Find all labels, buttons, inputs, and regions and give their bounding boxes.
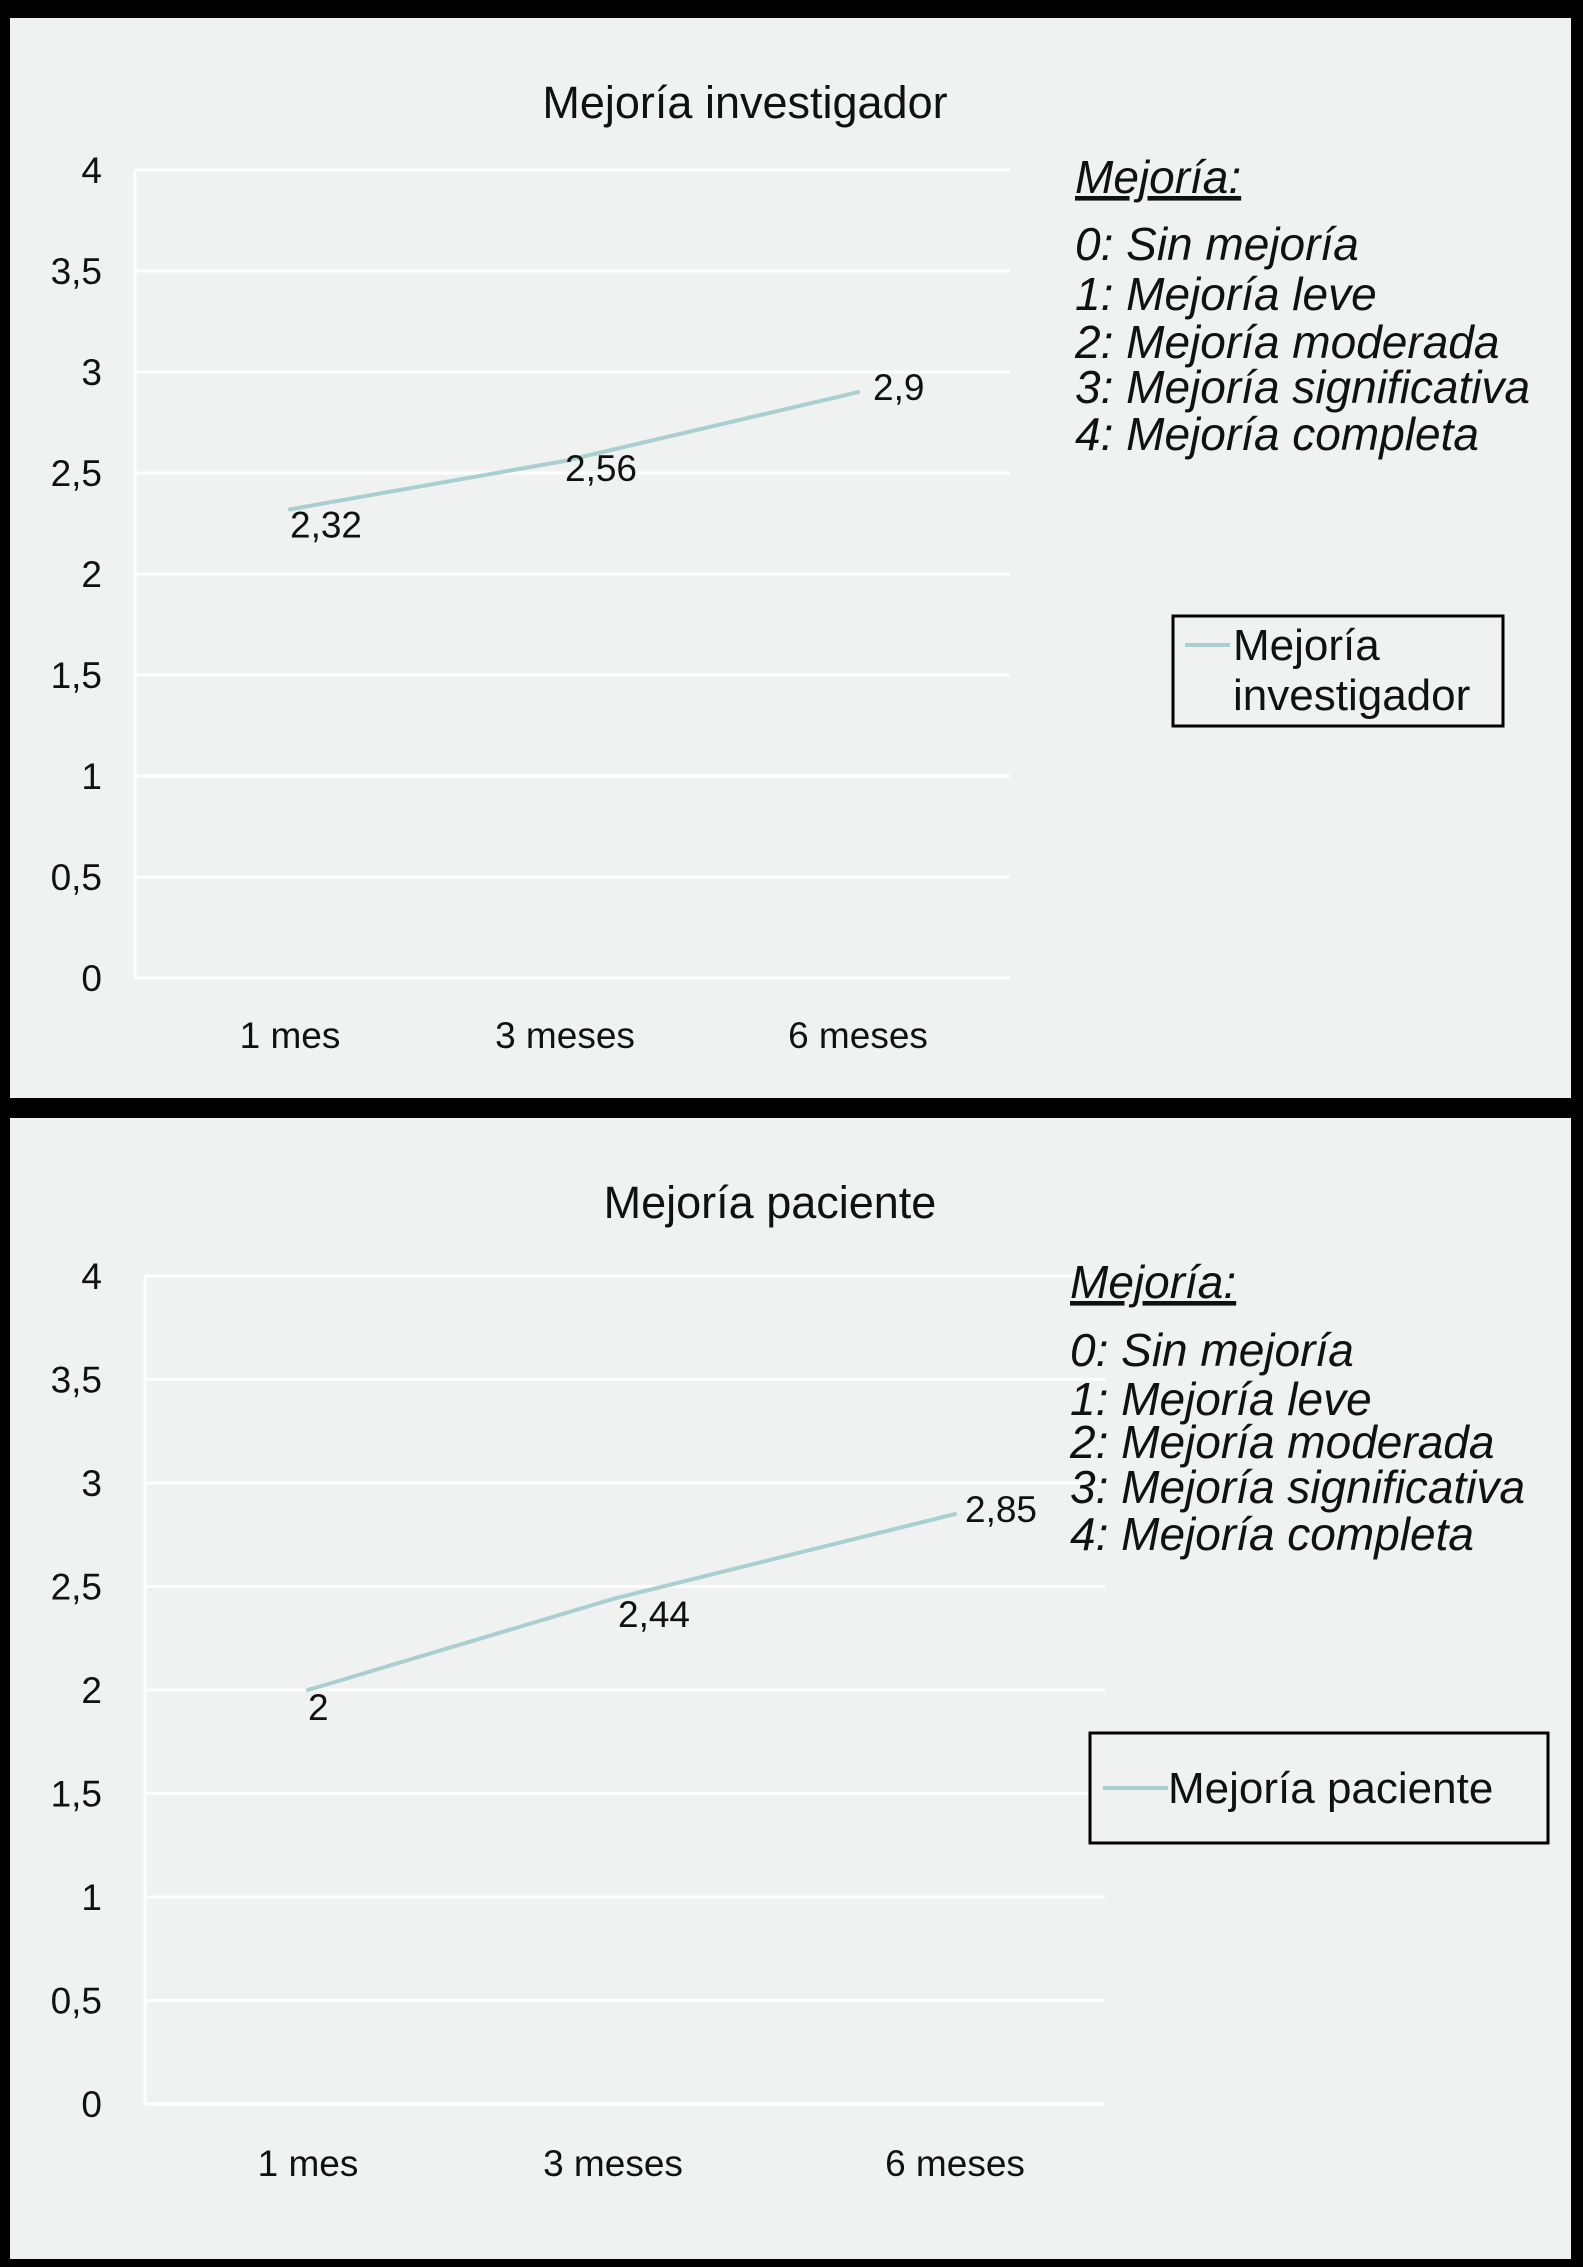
y-tick-label: 1 [81, 1877, 102, 1918]
y-tick-label: 4 [81, 150, 102, 191]
data-point [856, 390, 860, 394]
annotation-item: 2: Mejoría moderada [1075, 316, 1500, 368]
annotation-item: 1: Mejoría leve [1075, 268, 1377, 320]
x-tick-label: 3 meses [495, 1015, 635, 1056]
data-label: 2,85 [965, 1489, 1038, 1531]
annotation-item: 4: Mejoría completa [1070, 1508, 1474, 1560]
data-label: 2 [308, 1687, 329, 1728]
x-tick-label: 3 meses [543, 2143, 683, 2184]
chart-investigador [10, 18, 1571, 1098]
annotation-item: 1: Mejoría leve [1070, 1373, 1372, 1425]
x-tick-label: 1 mes [257, 2143, 359, 2184]
y-tick-label: 2 [81, 554, 102, 595]
chart-panel-paciente [10, 1118, 1571, 2259]
data-label: 2,56 [565, 447, 638, 489]
legend-label: Mejoría paciente [1168, 1764, 1494, 1813]
annotation-item: 0: Sin mejoría [1070, 1324, 1354, 1376]
annotation-heading: Mejoría: [1075, 151, 1242, 203]
x-tick-label: 6 meses [885, 2143, 1025, 2184]
legend-label: investigador [1233, 671, 1471, 720]
chart-title: Mejoría paciente [603, 1177, 937, 1228]
y-tick-label: 0 [81, 2084, 102, 2125]
annotation-item: 0: Sin mejoría [1075, 218, 1359, 270]
x-tick-label: 6 meses [788, 1015, 928, 1056]
y-tick-label: 1,5 [50, 655, 102, 696]
annotation-item: 4: Mejoría completa [1075, 408, 1479, 460]
y-tick-label: 1,5 [50, 1773, 102, 1815]
data-label: 2,32 [290, 504, 363, 546]
y-tick-label: 1 [81, 756, 102, 797]
y-tick-label: 3,5 [50, 251, 102, 292]
data-label: 2,44 [618, 1593, 691, 1635]
data-point [953, 1512, 957, 1516]
y-tick-label: 3 [81, 352, 102, 393]
y-tick-label: 2,5 [50, 453, 102, 494]
y-tick-label: 2 [81, 1670, 102, 1711]
chart-panel-investigador [10, 18, 1571, 1098]
x-tick-label: 1 mes [239, 1015, 341, 1056]
data-label: 2,9 [873, 367, 925, 409]
y-tick-label: 4 [81, 1256, 102, 1297]
annotation-heading: Mejoría: [1070, 1256, 1237, 1308]
annotation-item: 3: Mejoría significativa [1075, 361, 1531, 413]
chart-title: Mejoría investigador [542, 77, 948, 128]
y-tick-label: 0,5 [50, 857, 102, 898]
y-tick-label: 3 [81, 1463, 102, 1504]
y-tick-label: 0,5 [50, 1980, 102, 2022]
annotation-item: 3: Mejoría significativa [1070, 1461, 1526, 1513]
y-tick-label: 3,5 [50, 1359, 102, 1401]
chart-paciente [10, 1118, 1571, 2259]
y-tick-label: 0 [81, 958, 102, 999]
data-point [611, 1597, 615, 1601]
legend-label: Mejoría [1233, 621, 1380, 670]
annotation-item: 2: Mejoría moderada [1070, 1416, 1495, 1468]
y-tick-label: 2,5 [50, 1566, 102, 1608]
